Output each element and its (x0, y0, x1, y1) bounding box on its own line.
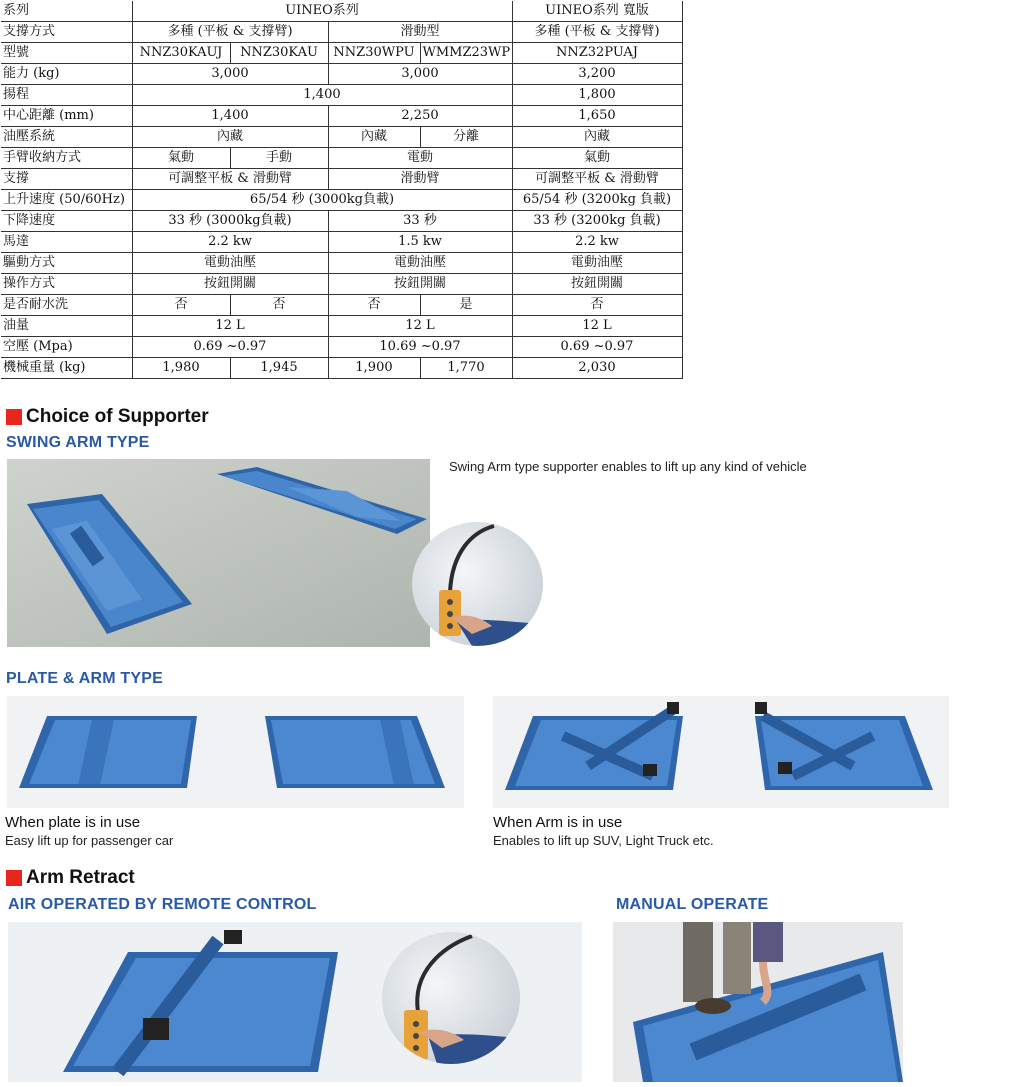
table-cell: 電動油壓 (328, 253, 512, 274)
table-cell: UINEO系列 (132, 1, 512, 22)
table-cell: 0.69 ~0.97 (512, 337, 682, 358)
table-cell: 內藏 (512, 127, 682, 148)
table-cell: 手動 (230, 148, 328, 169)
table-cell: 滑動臂 (328, 169, 512, 190)
row-label: 系列 (1, 1, 132, 22)
table-row (1, 211, 682, 232)
table-row (1, 190, 682, 211)
row-label: 中心距離 (mm) (1, 106, 132, 127)
swing-arm-photo (7, 459, 430, 647)
arm-caption-title: When Arm is in use (493, 814, 623, 831)
table-cell: 12 L (132, 316, 328, 337)
arm-in-use-photo (493, 696, 949, 808)
table-cell: 氣動 (512, 148, 682, 169)
row-label: 空壓 (Mpa) (1, 337, 132, 358)
arm-caption-text: Enables to lift up SUV, Light Truck etc. (493, 833, 714, 848)
row-label: 手臂收納方式 (1, 148, 132, 169)
table-cell: 電動油壓 (512, 253, 682, 274)
table-cell: 按鈕開關 (328, 274, 512, 295)
table-cell: 10.69 ~0.97 (328, 337, 512, 358)
table-row (1, 253, 682, 274)
table-cell: 可調整平板 & 滑動臂 (132, 169, 328, 190)
row-label: 型號 (1, 43, 132, 64)
table-cell: 65/54 秒 (3000kg負載) (132, 190, 512, 211)
table-cell: NNZ32PUAJ (512, 43, 682, 64)
table-row (1, 85, 682, 106)
table-cell: UINEO系列 寬版 (512, 1, 682, 22)
table-cell: 電動油壓 (132, 253, 328, 274)
arm-retract-heading (6, 867, 135, 889)
plate-in-use-photo (7, 696, 464, 808)
table-cell: 1,400 (132, 106, 328, 127)
row-label: 馬達 (1, 232, 132, 253)
table-cell: 滑動型 (328, 22, 512, 43)
table-cell: 33 秒 (3000kg負載) (132, 211, 328, 232)
table-row (1, 232, 682, 253)
table-cell: 按鈕開關 (132, 274, 328, 295)
row-label: 能力 (kg) (1, 64, 132, 85)
table-row (1, 295, 682, 316)
table-cell: 3,200 (512, 64, 682, 85)
table-cell: 電動 (328, 148, 512, 169)
table-cell: 2.2 kw (132, 232, 328, 253)
table-row (1, 43, 682, 64)
table-cell: 1,945 (230, 358, 328, 379)
choice-of-supporter-heading (6, 406, 209, 428)
table-cell: 內藏 (328, 127, 420, 148)
table-cell: 2.2 kw (512, 232, 682, 253)
row-label: 下降速度 (1, 211, 132, 232)
table-cell: 多種 (平板 & 支撐臂) (512, 22, 682, 43)
table-cell: NNZ30KAU (230, 43, 328, 64)
row-label: 揚程 (1, 85, 132, 106)
table-cell: 3,000 (132, 64, 328, 85)
table-cell: 1,980 (132, 358, 230, 379)
table-cell: 可調整平板 & 滑動臂 (512, 169, 682, 190)
section-heading-text: Choice of Supporter (26, 406, 209, 427)
table-cell: 是 (420, 295, 512, 316)
table-cell: 12 L (328, 316, 512, 337)
table-cell: 1.5 kw (328, 232, 512, 253)
row-label: 是否耐水洗 (1, 295, 132, 316)
row-label: 機械重量 (kg) (1, 358, 132, 379)
table-row (1, 316, 682, 337)
table-cell: 多種 (平板 & 支撐臂) (132, 22, 328, 43)
table-cell: 否 (328, 295, 420, 316)
red-square-bullet (6, 409, 22, 425)
table-cell: 否 (512, 295, 682, 316)
table-row (1, 64, 682, 85)
table-cell: 按鈕開關 (512, 274, 682, 295)
table-cell: 65/54 秒 (3200kg 負載) (512, 190, 682, 211)
remote-control-photo (412, 522, 543, 646)
swing-arm-description: Swing Arm type supporter enables to lift up any kind of vehicle (449, 459, 807, 474)
table-cell: 33 秒 (328, 211, 512, 232)
table-cell: NNZ30WPU (328, 43, 420, 64)
row-label: 油壓系統 (1, 127, 132, 148)
plate-caption-text: Easy lift up for passenger car (5, 833, 174, 848)
table-row (1, 106, 682, 127)
table-cell: NNZ30KAUJ (132, 43, 230, 64)
table-cell: 1,770 (420, 358, 512, 379)
remote-control-photo-2 (382, 932, 520, 1064)
table-cell: 1,800 (512, 85, 682, 106)
plate-caption-title: When plate is in use (5, 814, 141, 831)
spec-table (1, 1, 683, 379)
table-cell: 2,030 (512, 358, 682, 379)
table-cell: 1,650 (512, 106, 682, 127)
table-row (1, 169, 682, 190)
plate-arm-title: PLATE & ARM TYPE (6, 670, 163, 687)
table-cell: 分離 (420, 127, 512, 148)
row-label: 操作方式 (1, 274, 132, 295)
table-row (1, 274, 682, 295)
table-cell: 12 L (512, 316, 682, 337)
table-row (1, 148, 682, 169)
table-row (1, 358, 682, 379)
table-cell: 否 (230, 295, 328, 316)
table-cell: 0.69 ~0.97 (132, 337, 328, 358)
table-cell: WMMZ23WP (420, 43, 512, 64)
table-row (1, 127, 682, 148)
row-label: 油量 (1, 316, 132, 337)
red-square-bullet (6, 870, 22, 886)
section-heading-text: Arm Retract (26, 867, 135, 888)
table-cell: 2,250 (328, 106, 512, 127)
air-operated-title: AIR OPERATED BY REMOTE CONTROL (8, 896, 317, 913)
table-row (1, 1, 682, 22)
table-cell: 1,400 (132, 85, 512, 106)
table-cell: 3,000 (328, 64, 512, 85)
row-label: 支撐方式 (1, 22, 132, 43)
manual-operate-photo (613, 922, 903, 1082)
row-label: 上升速度 (50/60Hz) (1, 190, 132, 211)
row-label: 支撐 (1, 169, 132, 190)
table-cell: 內藏 (132, 127, 328, 148)
table-cell: 否 (132, 295, 230, 316)
manual-operate-title: MANUAL OPERATE (616, 896, 769, 913)
table-cell: 1,900 (328, 358, 420, 379)
row-label: 驅動方式 (1, 253, 132, 274)
table-row (1, 337, 682, 358)
table-row (1, 22, 682, 43)
swing-arm-title: SWING ARM TYPE (6, 434, 150, 451)
table-cell: 33 秒 (3200kg 負載) (512, 211, 682, 232)
table-cell: 氣動 (132, 148, 230, 169)
